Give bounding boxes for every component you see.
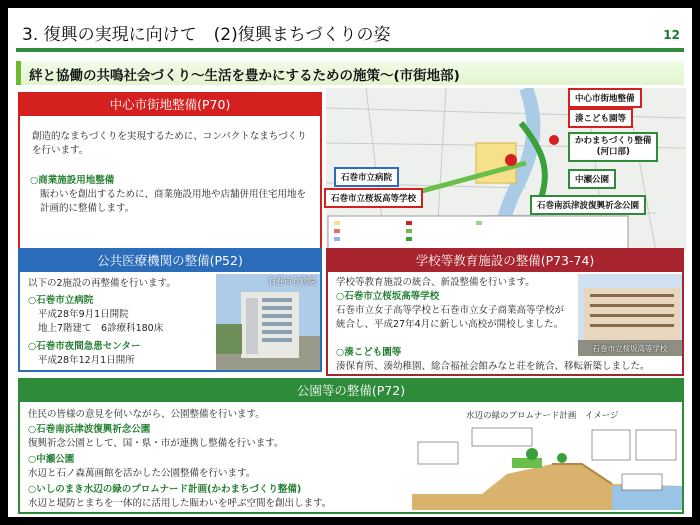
map-label-hospital: 石巻市立病院 [334, 167, 399, 187]
map-label-memorial: 石巻南浜津波復興祈念公園 [530, 195, 646, 215]
park-item-1-title: ○石巻南浜津波復興祈念公園 [28, 424, 151, 435]
page-number: 12 [663, 28, 680, 42]
medical-panel [18, 248, 322, 372]
slide [8, 8, 692, 517]
medical-item-1-line-1: 平成28年9月1日開院 [38, 309, 129, 320]
page-title: 3. 復興の実現に向けて (2)復興まちづくりの姿 [22, 25, 391, 45]
promenade-diagram [412, 424, 682, 510]
downtown-item-body: 賑わいを創出するために、商業施設用地や店舗併用住宅用地を計画的に整備します。 [40, 189, 307, 214]
medical-item-2-title: ○石巻市夜間急患センター [28, 341, 141, 352]
school-photo [578, 274, 682, 356]
hospital-photo [216, 274, 320, 370]
downtown-panel [18, 92, 322, 250]
school-item-1-title: ○石巻市立桜坂高等学校 [336, 291, 440, 302]
medical-item-1-line-2: 地上7階建て 6診療科180床 [38, 323, 164, 334]
downtown-item-title: ○商業施設用地整備 [30, 175, 115, 186]
park-item-3-body: 水辺と堤防とまちを一体的に活用した賑わいを呼ぶ空間を創出します。 [28, 498, 332, 509]
promenade-diagram-title: 水辺の緑のプロムナード計画 イメージ [466, 411, 619, 421]
school-item-1-body: 石巻市立女子高等学校と石巻市立女子商業高等学校が統合し、平成27年4月に新しい高校が開校しました。 [336, 305, 565, 330]
park-item-3-title: ○いしのまき水辺の緑のプロムナード計画(かわまちづくり整備) [28, 484, 302, 495]
medical-intro: 以下の2施設の再整備を行います。 [28, 278, 176, 289]
title-rule [16, 48, 684, 52]
school-item-2-title: ○湊こども園等 [336, 347, 402, 358]
section-banner: 絆と協働の共鳴社会づくり～生活を豊かにするための施策～(市街地部) [16, 61, 684, 85]
hospital-photo-caption: 石巻市立病院 [268, 277, 316, 286]
map-label-nakaze: 中瀬公園 [568, 169, 616, 189]
map-label-kawamachi: かわまちづくり整備 (河口部) [568, 132, 658, 162]
map-label-minato: 湊こども園等 [568, 108, 633, 128]
park-panel-title: 公園等の整備(P72) [20, 380, 682, 402]
school-panel [326, 248, 684, 376]
school-item-2-body: 湊保育所、湊幼稚園、総合福祉会館みなと荘を統合、移転新築しました。 [336, 361, 650, 372]
school-intro: 学校等教育施設の統合、新設整備を行います。 [336, 277, 535, 288]
school-photo-caption: 石巻市立桜坂高等学校 [592, 344, 668, 353]
school-panel-title: 学校等教育施設の整備(P73-74) [328, 250, 682, 272]
park-panel [18, 378, 684, 514]
park-intro: 住民の皆様の意見を伺いながら、公園整備を行います。 [28, 409, 265, 420]
medical-panel-title: 公共医療機関の整備(P52) [20, 250, 320, 272]
park-item-2-title: ○中瀬公園 [28, 454, 75, 465]
map-label-downtown: 中心市街地整備 [568, 88, 642, 108]
medical-item-2-line-1: 平成28年12月1日開所 [38, 355, 135, 366]
park-item-2-body: 水辺と石ノ森萬画館を活かした公園整備を行います。 [28, 468, 256, 479]
map-label-school: 石巻市立桜坂高等学校 [324, 188, 423, 208]
medical-item-1-title: ○石巻市立病院 [28, 295, 94, 306]
downtown-panel-title: 中心市街地整備(P70) [20, 94, 320, 116]
downtown-intro: 創造的なまちづくりを実現するために、コンパクトなまちづくりを行います。 [32, 131, 307, 156]
park-item-1-body: 復興祈念公園として、国・県・市が連携し整備を行います。 [28, 438, 284, 449]
